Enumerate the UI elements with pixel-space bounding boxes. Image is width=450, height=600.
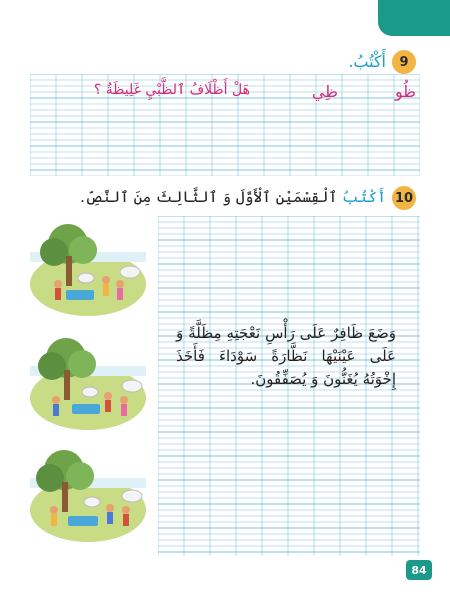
corner-tab	[378, 0, 450, 36]
exercise-9-instruction	[348, 52, 386, 71]
exercise-10-instruction	[80, 188, 386, 206]
exercise-9-instruction-text: أَكْتُبُ.	[348, 52, 386, 71]
exercise-10-paragraph: وَضَعَ ظَافِرٌ عَلَى رَأْسِ نَعْجَتِهِ مِظَلَّةً وَ عَلَى عَيْنَيْهَا نَظَّارَةً سَوْدَاءَ فَأَخَذَ إِخْوَتُهُ يُغَنُّونَ وَ يُصَفِّقُونَ.	[176, 324, 396, 388]
exercise-10-badge: 10	[392, 186, 416, 210]
page-number: 84	[406, 560, 432, 580]
exercise-9-sentence: هَلْ أَظْلَافُ ٱلظَّبْيِ غَلِيظَةٌ ؟	[93, 82, 250, 98]
illustration-2	[28, 336, 148, 432]
illustration-1	[28, 222, 148, 318]
illustration-3	[28, 448, 148, 544]
exercise-10-instruction-verb: أَكْتُبُ	[342, 188, 386, 206]
exercise-9-word-1: ظُو	[395, 82, 416, 101]
exercise-9-badge: 9	[392, 50, 416, 74]
exercise-9-word-2: ظِي	[311, 82, 338, 101]
exercise-10-instruction-rest: ٱلْقِسْمَيْنِ ٱلْأَوَّلَ وَ ٱلثَّالِثَ مِنَ ٱلنَّصِّ.	[80, 188, 338, 206]
